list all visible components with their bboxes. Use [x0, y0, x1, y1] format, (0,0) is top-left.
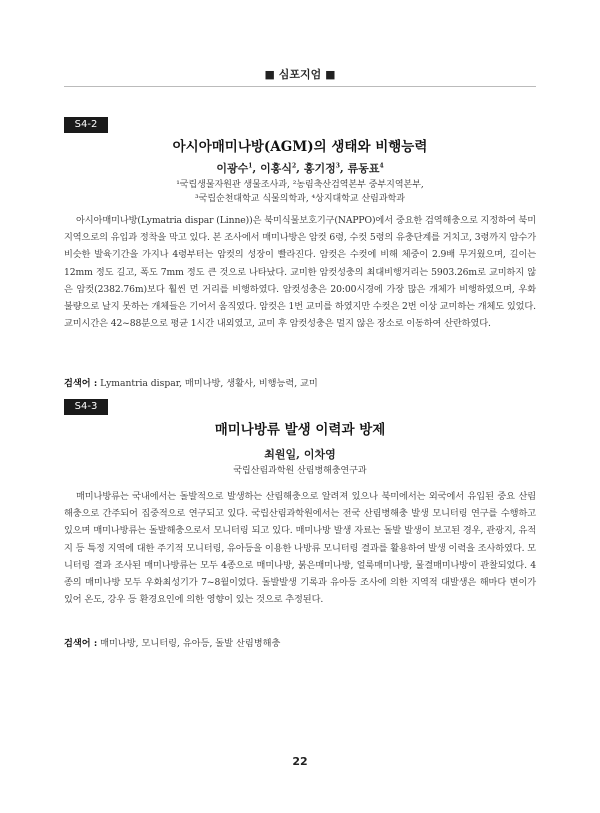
keywords-label: 검색어 : — [64, 638, 98, 649]
affiliation-line: ¹국립생물자원관 생물조사과, ²농림축산검역본부 중부지역본부, — [176, 180, 424, 190]
author-name: 이광수 — [216, 162, 249, 175]
keywords-list: 매미나방, 모니터링, 유아등, 돌발 산림병해충 — [100, 638, 281, 649]
author-name: 이홍식 — [260, 162, 292, 175]
affiliation-line: 국립산림과학원 산림병해충연구과 — [233, 466, 367, 476]
keywords — [64, 635, 536, 649]
author-mark: 1 — [248, 162, 253, 170]
abstract-title: 매미나방류 발생 이력과 방제 — [214, 422, 386, 438]
abstract-body: 매미나방류는 국내에서는 돌발적으로 발생하는 산림해충으로 알려져 있으나 북미에서는 외국에서 유입된 중요 산림해충으로 간주되어 집중적으로 연구되고 있다. 국립산림과학원에서는 전국 산림병해충 발생 모니터링 연구를 수행하고 있으며 매미나방류는 돌발해충으로서 모니터링 되고 있다. 매미나방 발생 자료는 돌발 발생이 보고된 경우, 관광지, 유적지 등 특정 지역에 대한 주기적 모니터링, 유아등을 이용한 나방류 모니터링 결과를 활용하여 발생 이력을 조사하였다. 모니터링 결과 조사된 매미나방류는 모두 4종으로 매미나방, 붉은매미나방, 얼룩매미나방, 물결매미나방이 관찰되었다. 4종의 매미나방 모두 우화최성기가 7~8월이었다. 돌발발생 기록과 유아등 조사에 의한 지역적 대발생은 해마다 변이가 있어 온도, 강우 등 환경요인에 의한 영향이 있는 것으로 추정된다. — [64, 491, 536, 606]
author-mark: 4 — [379, 162, 384, 170]
author-name: 류동표 — [347, 162, 380, 175]
abstract-title: 아시아매미나방(AGM)의 생태와 비행능력 — [172, 139, 428, 155]
keywords — [64, 375, 536, 389]
affiliation-line: ³국립순천대학교 식물의학과, ⁴상지대학교 산림과학과 — [195, 194, 405, 204]
affiliation — [64, 178, 536, 206]
header-divider — [64, 86, 536, 87]
author-mark: 2 — [291, 162, 297, 170]
abstract-code-badge: S4-2 — [64, 117, 108, 133]
author-list: 이광수$^1$, 이홍식$^2$, 홍기정$^3$, 류동표$^4$ — [216, 162, 384, 175]
abstract-body: 아시아매미나방(Lymatria dispar (Linne))은 북미식물보호기구(NAPPO)에서 중요한 검역해충으로 지정하여 북미지역으로의 유입과 정착을 막고 있다. 본 조사에서 매미나방은 암컷 6령, 수컷 5령의 유충단계를 거치고, 3령까지 암수가 비슷한 발육기간을 가지나 4령부터는 암컷의 성장이 빨라진다. 암컷은 수컷에 비해 체중이 2.9배 무거웠으며, 길이는 12mm 정도 길고, 폭도 7mm 정도 큰 것으로 나타났다. 교미한 암컷성충의 최대비행거리는 5903.26m로 교미하지 않은 암컷(2382.76m)보다 훨씬 먼 거리를 비행하였다. 암컷성충은 20:00시경에 가장 많은 개체가 비행하였으며, 우화 불량으로 날지 못하는 개체들은 기어서 움직였다. 암컷은 1번 교미를 하였지만 수컷은 2번 이상 교미하는 개체도 있었다. 교미시간은 42~88분으로 평균 1시간 내외였고, 교미 후 암컷성충은 멀지 않은 장소로 이동하여 산란하였다. — [64, 215, 536, 330]
author-list: 최원일, 이차영 — [264, 448, 336, 461]
keywords-label: 검색어 : — [64, 378, 98, 389]
page-number: 22 — [292, 755, 308, 768]
running-head: ■ 심포지엄 ■ — [264, 68, 336, 81]
author-mark: 3 — [335, 162, 340, 170]
author-name: 홍기정 — [303, 162, 336, 175]
affiliation — [64, 464, 536, 478]
abstract-code-badge: S4-3 — [64, 399, 108, 415]
keywords-list: Lymantria dispar, 매미나방, 생활사, 비행능력, 교미 — [100, 378, 318, 389]
